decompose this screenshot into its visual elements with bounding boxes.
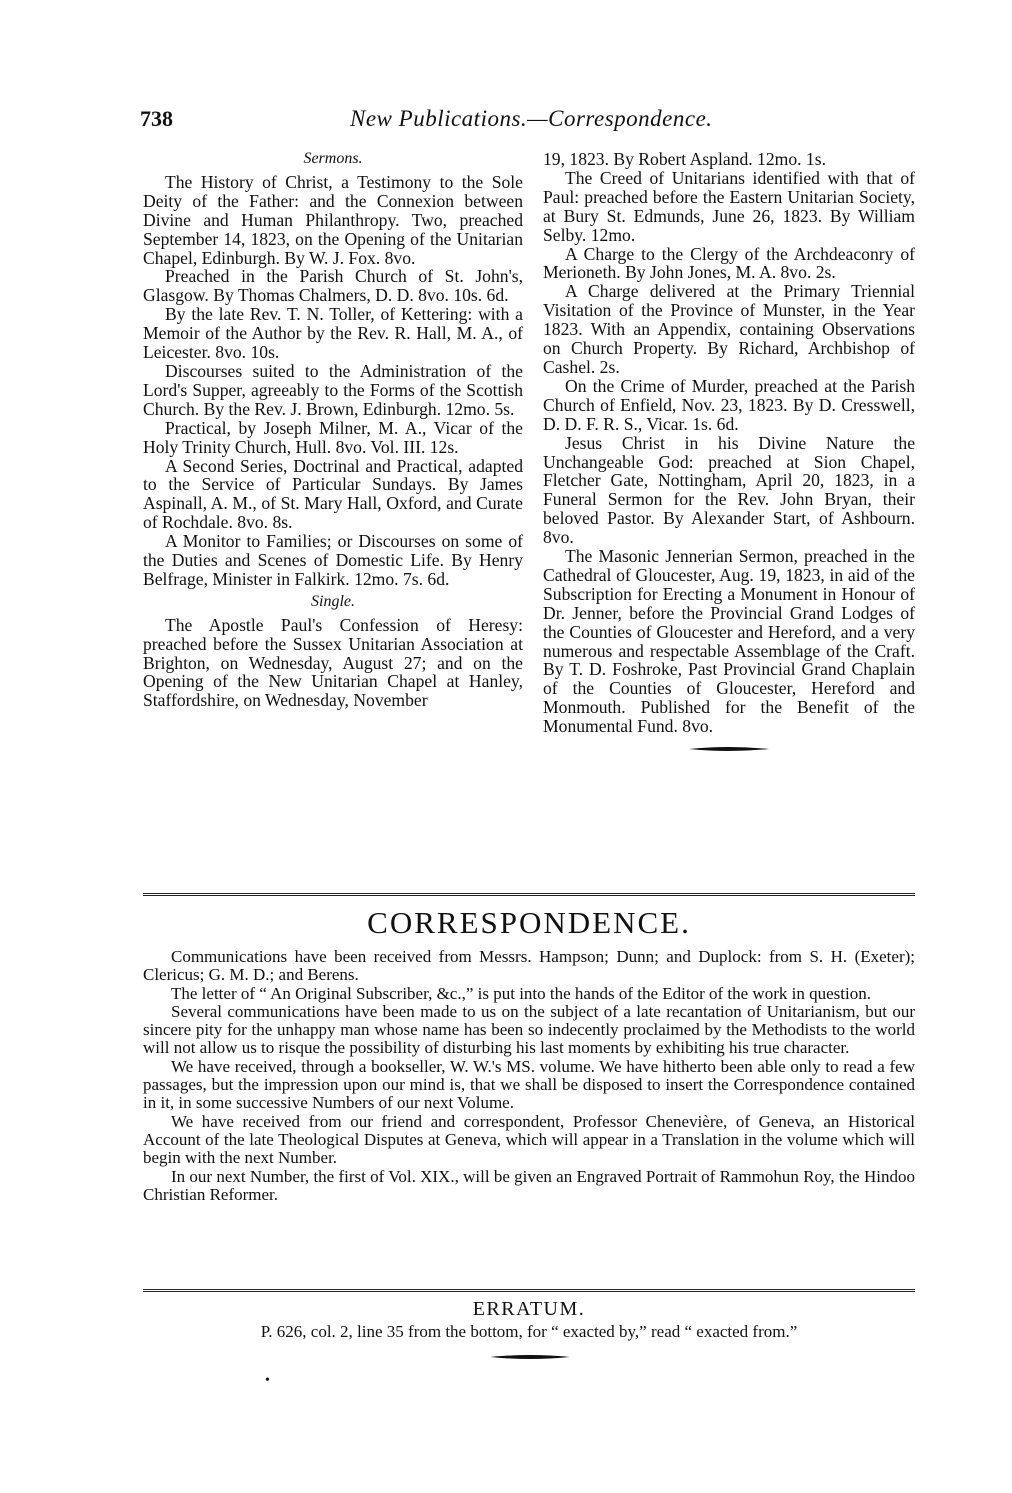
entry: A Charge to the Clergy of the Archdeaconry of Merioneth. By John Jones, M. A. 8vo. 2s. (543, 243, 915, 283)
correspondence-title: CORRESPONDENCE. (367, 905, 691, 940)
entry: A Charge delivered at the Primary Triennial Visitation of the Province of Munster, in the Year 1823. With an Appendix, containing Observations on Church Property. By Richard, Archbishop of Cashel. 2s. (543, 281, 915, 377)
left-column (143, 150, 523, 710)
entry: The Masonic Jennerian Sermon, preached in the Cathedral of Gloucester, Aug. 19, 1823, in aid of the Subscription for Erecting a Monument in Honour of Dr. Jenner, before the Provincial Grand Lodges of the Counties of Gloucester and Hereford, and a very numerous and respectable Assemblage of the Craft. By T. D. Foshroke, Past Provincial Grand Chaplain of the Counties of Gloucester, Hereford and Monmouth. Published for the Benefit of the Monumental Fund. 8vo. (543, 546, 915, 737)
erratum-title: ERRATUM. (472, 1298, 586, 1320)
right-column (543, 150, 915, 752)
correspondence-paragraph: In our next Number, the first of Vol. XIX., will be given an Engraved Portrait of Rammohun Roy, the Hindoo Christian Reformer. (143, 1166, 915, 1204)
page-header (140, 106, 912, 136)
entry: A Monitor to Families; or Discourses on some of the Duties and Scenes of Domestic Life. By Henry Belfrage, Minister in Falkirk. 12mo. 7s. 6d. (143, 531, 523, 589)
correspondence-paragraph: Several communications have been made to us on the subject of a late recantation of Unitarianism, but our sincere pity for the unhappy man whose name has been so indecently proclaimed by the Methodists to the world will not allow us to risque the possibility of disturbing his last moments by exhibiting his true character. (143, 1001, 915, 1058)
erratum-divider (143, 1289, 915, 1292)
correspondence-paragraph: We have received from our friend and correspondent, Professor Chenevière, of Geneva, an Historical Account of the late Theological Disputes at Geneva, which will appear in a Translation in the volume which will begin with the next Number. (143, 1111, 915, 1168)
entry: The Creed of Unitarians identified with that of Paul: preached before the Eastern Unitarian Society, at Bury St. Edmunds, June 26, 1823. By William Selby. 12mo. (543, 167, 915, 245)
page-number: 738 (140, 106, 173, 131)
entry: A Second Series, Doctrinal and Practical, adapted to the Service of Particular Sundays. By James Aspinall, A. M., of St. Mary Hall, Oxford, and Curate of Rochdale. 8vo. 8s. (143, 455, 523, 533)
entry: Preached in the Parish Church of St. John's, Glasgow. By Thomas Chalmers, D. D. 8vo. 10s. 6d. (143, 266, 523, 306)
entry: The Apostle Paul's Confession of Heresy: preached before the Sussex Unitarian Association at Brighton, on Wednesday, August 27; and on the Opening of the New Unitarian Chapel at Hanley, Staffordshire, on Wednesday, November (143, 614, 523, 711)
footer-mark: • (265, 1373, 270, 1388)
running-head: New Publications.—Correspondence. (350, 106, 713, 131)
entry: Practical, by Joseph Milner, M. A., Vicar of the Holy Trinity Church, Hull. 8vo. Vol. III. 12s. (143, 417, 523, 457)
entry-continuation: 19, 1823. By Robert Aspland. 12mo. 1s. (543, 149, 826, 169)
entry: By the late Rev. T. N. Toller, of Kettering: with a Memoir of the Author by the Rev. R. Hall, M. A., of Leicester. 8vo. 10s. (143, 304, 523, 363)
correspondence-paragraph: The letter of “ An Original Subscriber, &c.,” is put into the hands of the Editor of the work in question. (171, 983, 871, 1003)
correspondence-body (143, 948, 915, 1204)
entry: On the Crime of Murder, preached at the Parish Church of Enfield, Nov. 23, 1823. By D. Cresswell, D. D. F. R. S., Vicar. 1s. 6d. (543, 375, 915, 434)
correspondence-paragraph: We have received, through a bookseller, W. W.'s MS. volume. We have hitherto been able only to read a few passages, but the impression upon our mind is, that we shall be disposed to insert the Correspondence contained in it, in some successive Numbers of our next Volume. (143, 1056, 915, 1113)
erratum-text: P. 626, col. 2, line 35 from the bottom, for “ exacted by,” read “ exacted from.” (260, 1322, 798, 1341)
entry: Jesus Christ in his Divine Nature the Unchangeable God: preached at Sion Chapel, Fletcher Gate, Nottingham, April 20, 1823, in a Funeral Sermon for the Rev. John Bryan, their beloved Pastor. By Alexander Start, of Ashbourn. 8vo. (543, 432, 915, 548)
entry: The History of Christ, a Testimony to the Sole Deity of the Father: and the Connexion between Divine and Human Philanthropy. Two, preached September 14, 1823, on the Opening of the Unitarian Chapel, Edinburgh. By W. J. Fox. 8vo. (143, 171, 523, 268)
correspondence-paragraph: Communications have been received from Messrs. Hampson; Dunn; and Duplock: from S. H. (Exeter); Clericus; G. M. D.; and Berens. (143, 947, 915, 985)
ornament-dash (689, 746, 769, 752)
single-heading: Single. (311, 592, 355, 610)
entry: Discourses suited to the Administration of the Lord's Supper, agreeably to the Forms of the Scottish Church. By the Rev. J. Brown, Edinburgh. 12mo. 5s. (143, 360, 523, 419)
ornament-dash (490, 1354, 570, 1360)
section-divider (143, 893, 915, 896)
sermons-heading: Sermons. (303, 150, 363, 167)
